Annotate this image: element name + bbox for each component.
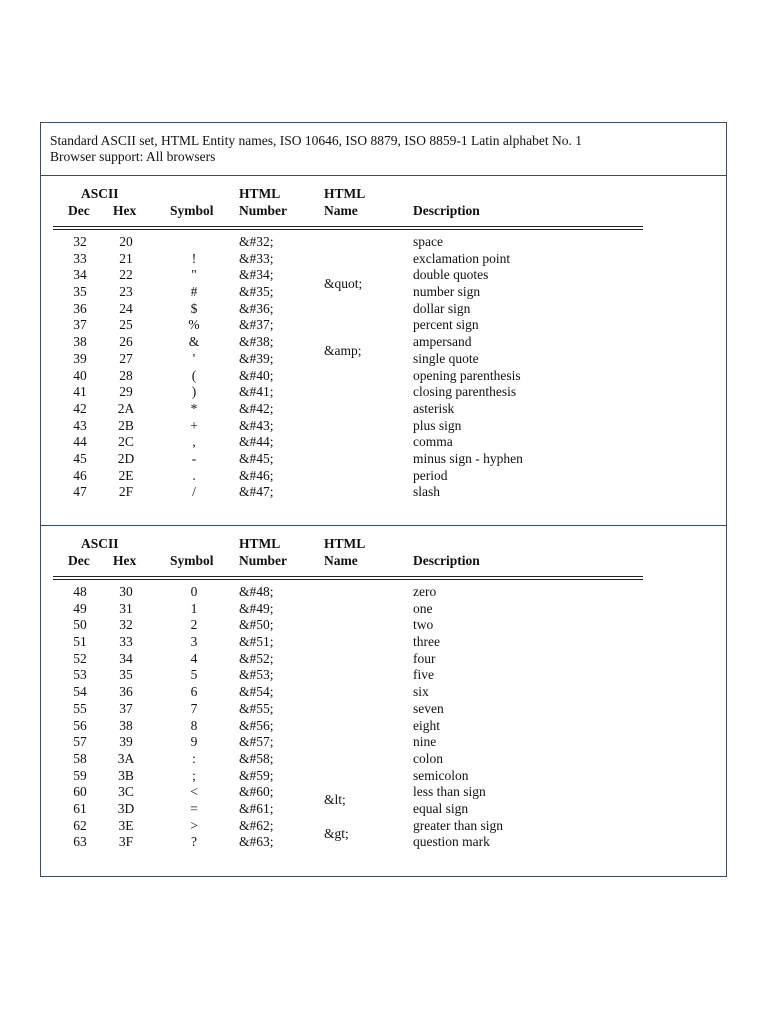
header-hex: Hex	[113, 553, 137, 568]
cell-dec: 58	[73, 750, 87, 766]
cell-html-number: &#33;	[239, 250, 274, 266]
cell-hex: 35	[119, 667, 133, 683]
intro-line-2: Browser support: All browsers	[50, 149, 216, 164]
cell-html-number: &#41;	[239, 384, 274, 400]
cell-dec: 33	[73, 250, 87, 266]
table-row	[41, 368, 726, 385]
header-html-number-top: HTML	[239, 186, 281, 201]
cell-hex: 28	[119, 367, 133, 383]
cell-dec: 32	[73, 234, 87, 249]
cell-html-number: &#37;	[239, 317, 274, 333]
table-row	[41, 434, 726, 451]
table-row	[41, 701, 726, 718]
cell-dec: 48	[73, 584, 87, 599]
header-description: Description	[413, 553, 480, 568]
header-hex: Hex	[113, 203, 137, 218]
cell-description: equal sign	[413, 800, 469, 816]
header-symbol: Symbol	[170, 203, 214, 218]
cell-description: semicolon	[413, 767, 469, 783]
cell-hex: 25	[119, 317, 133, 333]
cell-symbol: )	[191, 384, 197, 400]
table-row	[41, 751, 726, 768]
cell-symbol: 9	[190, 734, 198, 750]
cell-dec: 37	[73, 317, 87, 333]
header-rule-bottom	[53, 579, 643, 580]
cell-html-number: &#49;	[239, 600, 274, 616]
cell-dec: 42	[73, 400, 87, 416]
cell-hex: 29	[119, 384, 133, 400]
cell-description: percent sign	[413, 317, 479, 333]
cell-dec: 43	[73, 417, 87, 433]
cell-dec: 63	[73, 834, 87, 850]
cell-html-number: &#36;	[239, 300, 274, 316]
cell-hex: 36	[119, 684, 133, 700]
cell-hex: 3D	[117, 800, 135, 816]
cell-html-number: &#45;	[239, 450, 274, 466]
cell-html-number: &#47;	[239, 484, 274, 500]
cell-hex: 2C	[118, 434, 134, 450]
cell-dec: 49	[73, 600, 87, 616]
cell-html-number: &#57;	[239, 734, 274, 750]
cell-dec: 35	[73, 284, 87, 300]
table-row	[41, 317, 726, 334]
entity-lt: &lt;	[324, 792, 346, 807]
cell-description: dollar sign	[413, 300, 471, 316]
header-dec: Dec	[68, 553, 90, 568]
cell-html-number: &#55;	[239, 700, 274, 716]
cell-symbol: $	[190, 300, 198, 316]
table-row	[41, 784, 726, 801]
cell-symbol: 0	[190, 584, 198, 599]
cell-symbol: 1	[190, 600, 198, 616]
entity-quot: &quot;	[324, 276, 363, 291]
table-rows	[41, 234, 726, 501]
ascii-table-frame	[40, 122, 727, 877]
table-row	[41, 684, 726, 701]
cell-dec: 51	[73, 634, 87, 650]
cell-dec: 38	[73, 334, 87, 350]
cell-html-number: &#48;	[239, 584, 274, 599]
table-row	[41, 468, 726, 485]
table-header	[41, 535, 726, 575]
entity-gt: &gt;	[324, 826, 349, 841]
cell-symbol: 5	[190, 667, 198, 683]
cell-dec: 52	[73, 650, 87, 666]
header-html-number-bottom: Number	[239, 553, 287, 568]
cell-html-number: &#61;	[239, 800, 274, 816]
cell-description: seven	[413, 700, 444, 716]
table-row	[41, 384, 726, 401]
cell-symbol: >	[190, 817, 198, 833]
header-rule-bottom	[53, 229, 643, 230]
cell-html-number: &#40;	[239, 367, 274, 383]
table-row	[41, 617, 726, 634]
cell-hex: 2E	[118, 467, 134, 483]
entity-amp: &amp;	[324, 343, 362, 358]
cell-description: question mark	[413, 834, 490, 850]
cell-description: two	[413, 617, 434, 633]
table-row	[41, 401, 726, 418]
cell-symbol: 6	[190, 684, 198, 700]
table-row	[41, 601, 726, 618]
table-row	[41, 451, 726, 468]
cell-symbol: =	[190, 800, 198, 816]
header-ascii: ASCII	[81, 186, 119, 201]
cell-hex: 3A	[117, 750, 135, 766]
cell-description: double quotes	[413, 267, 489, 283]
cell-hex: 38	[119, 717, 133, 733]
cell-symbol: ?	[191, 834, 197, 850]
table-row	[41, 484, 726, 501]
cell-hex: 21	[119, 250, 133, 266]
header-html-name-bottom: Name	[324, 203, 358, 218]
cell-hex: 2F	[118, 484, 134, 500]
cell-html-number: &#59;	[239, 767, 274, 783]
cell-dec: 60	[73, 784, 87, 800]
cell-hex: 34	[119, 650, 133, 666]
cell-html-number: &#60;	[239, 784, 274, 800]
cell-symbol: :	[192, 750, 196, 766]
cell-symbol: .	[192, 467, 196, 483]
cell-description: four	[413, 650, 436, 666]
cell-symbol: ,	[192, 434, 196, 450]
cell-hex: 39	[119, 734, 133, 750]
cell-dec: 50	[73, 617, 87, 633]
cell-html-number: &#35;	[239, 284, 274, 300]
cell-hex: 20	[119, 234, 133, 249]
cell-symbol: /	[192, 484, 196, 500]
table-row	[41, 251, 726, 268]
cell-description: one	[413, 600, 433, 616]
cell-html-number: &#63;	[239, 834, 274, 850]
cell-symbol: *	[190, 400, 198, 416]
cell-description: closing parenthesis	[413, 384, 517, 400]
header-rule-top	[53, 576, 643, 577]
cell-dec: 57	[73, 734, 87, 750]
cell-dec: 62	[73, 817, 87, 833]
cell-dec: 41	[73, 384, 87, 400]
cell-html-number: &#46;	[239, 467, 274, 483]
cell-symbol: 7	[190, 700, 198, 716]
cell-dec: 45	[73, 450, 87, 466]
cell-description: nine	[413, 734, 437, 750]
section-ascii-48-63	[41, 526, 726, 877]
cell-hex: 22	[119, 267, 133, 283]
cell-symbol: 8	[190, 717, 198, 733]
cell-description: three	[413, 634, 440, 650]
cell-dec: 47	[73, 484, 87, 500]
header-ascii: ASCII	[81, 536, 119, 551]
cell-description: zero	[413, 584, 437, 599]
cell-dec: 44	[73, 434, 87, 450]
header-description: Description	[413, 203, 480, 218]
cell-hex: 23	[119, 284, 133, 300]
cell-hex: 3B	[118, 767, 134, 783]
cell-dec: 55	[73, 700, 87, 716]
table-row	[41, 834, 726, 851]
cell-symbol: -	[191, 450, 197, 466]
table-row	[41, 818, 726, 835]
cell-html-number: &#44;	[239, 434, 274, 450]
header-html-name-top: HTML	[324, 536, 366, 551]
table-row	[41, 734, 726, 751]
header-rule-top	[53, 226, 643, 227]
table-row	[41, 267, 726, 284]
cell-hex: 3F	[118, 834, 134, 850]
intro-line-1: Standard ASCII set, HTML Entity names, ISO 10646, ISO 8879, ISO 8859-1 Latin alphabet No. 1	[50, 133, 582, 148]
cell-description: single quote	[413, 350, 479, 366]
cell-description: five	[413, 667, 434, 683]
table-row	[41, 351, 726, 368]
cell-description: greater than sign	[413, 817, 503, 833]
cell-dec: 54	[73, 684, 87, 700]
table-row	[41, 234, 726, 251]
cell-symbol: !	[191, 250, 197, 266]
cell-symbol: &	[188, 334, 200, 350]
cell-html-number: &#58;	[239, 750, 274, 766]
header-html-name-top: HTML	[324, 186, 366, 201]
cell-description: comma	[413, 434, 453, 450]
table-row	[41, 651, 726, 668]
cell-html-number: &#56;	[239, 717, 274, 733]
cell-description: opening parenthesis	[413, 367, 521, 383]
cell-hex: 2B	[118, 417, 134, 433]
header-dec: Dec	[68, 203, 90, 218]
cell-description: space	[413, 234, 443, 249]
header-html-number-top: HTML	[239, 536, 281, 551]
cell-symbol: <	[190, 784, 198, 800]
cell-description: plus sign	[413, 417, 462, 433]
cell-description: minus sign - hyphen	[413, 450, 523, 466]
cell-description: slash	[413, 484, 440, 500]
cell-symbol: ;	[192, 767, 196, 783]
cell-dec: 59	[73, 767, 87, 783]
table-row	[41, 768, 726, 785]
table-row	[41, 584, 726, 601]
cell-symbol: "	[191, 267, 197, 283]
cell-hex: 2D	[117, 450, 135, 466]
cell-hex: 2A	[117, 400, 135, 416]
cell-dec: 46	[73, 467, 87, 483]
table-row	[41, 301, 726, 318]
cell-html-number: &#42;	[239, 400, 274, 416]
table-row	[41, 718, 726, 735]
section-ascii-32-47	[41, 176, 726, 526]
intro-block	[41, 123, 726, 176]
table-row	[41, 418, 726, 435]
cell-html-number: &#43;	[239, 417, 274, 433]
table-row	[41, 801, 726, 818]
cell-hex: 27	[119, 350, 133, 366]
cell-description: eight	[413, 717, 440, 733]
cell-html-number: &#34;	[239, 267, 274, 283]
cell-hex: 24	[119, 300, 133, 316]
cell-hex: 26	[119, 334, 133, 350]
cell-symbol: 4	[190, 650, 198, 666]
cell-dec: 61	[73, 800, 87, 816]
table-row	[41, 634, 726, 651]
cell-dec: 36	[73, 300, 87, 316]
cell-symbol: +	[190, 417, 198, 433]
cell-dec: 56	[73, 717, 87, 733]
cell-description: less than sign	[413, 784, 486, 800]
table-row	[41, 667, 726, 684]
cell-html-number: &#54;	[239, 684, 274, 700]
cell-description: six	[413, 684, 429, 700]
cell-hex: 3C	[118, 784, 134, 800]
cell-dec: 39	[73, 350, 87, 366]
table-header	[41, 185, 726, 225]
table-rows	[41, 584, 726, 851]
cell-html-number: &#50;	[239, 617, 274, 633]
cell-hex: 3E	[118, 817, 134, 833]
cell-dec: 34	[73, 267, 87, 283]
cell-hex: 31	[119, 600, 133, 616]
table-row	[41, 334, 726, 351]
cell-dec: 53	[73, 667, 87, 683]
cell-symbol: %	[188, 317, 200, 333]
cell-description: number sign	[413, 284, 481, 300]
header-symbol: Symbol	[170, 553, 214, 568]
cell-hex: 30	[119, 584, 133, 599]
cell-symbol: (	[191, 367, 197, 383]
cell-hex: 37	[119, 700, 133, 716]
cell-symbol: '	[192, 350, 196, 366]
header-html-number-bottom: Number	[239, 203, 287, 218]
cell-html-number: &#53;	[239, 667, 274, 683]
cell-html-number: &#62;	[239, 817, 274, 833]
cell-html-number: &#38;	[239, 334, 274, 350]
cell-description: asterisk	[413, 400, 455, 416]
cell-hex: 32	[119, 617, 133, 633]
cell-hex: 33	[119, 634, 133, 650]
cell-symbol: 3	[190, 634, 198, 650]
cell-html-number: &#39;	[239, 350, 274, 366]
cell-description: exclamation point	[413, 250, 511, 266]
cell-symbol: #	[190, 284, 198, 300]
table-row	[41, 284, 726, 301]
cell-html-number: &#32;	[239, 234, 274, 249]
cell-html-number: &#51;	[239, 634, 274, 650]
cell-html-number: &#52;	[239, 650, 274, 666]
cell-description: colon	[413, 750, 443, 766]
cell-description: period	[413, 467, 448, 483]
header-html-name-bottom: Name	[324, 553, 358, 568]
cell-symbol: 2	[190, 617, 198, 633]
cell-dec: 40	[73, 367, 87, 383]
cell-description: ampersand	[413, 334, 472, 350]
